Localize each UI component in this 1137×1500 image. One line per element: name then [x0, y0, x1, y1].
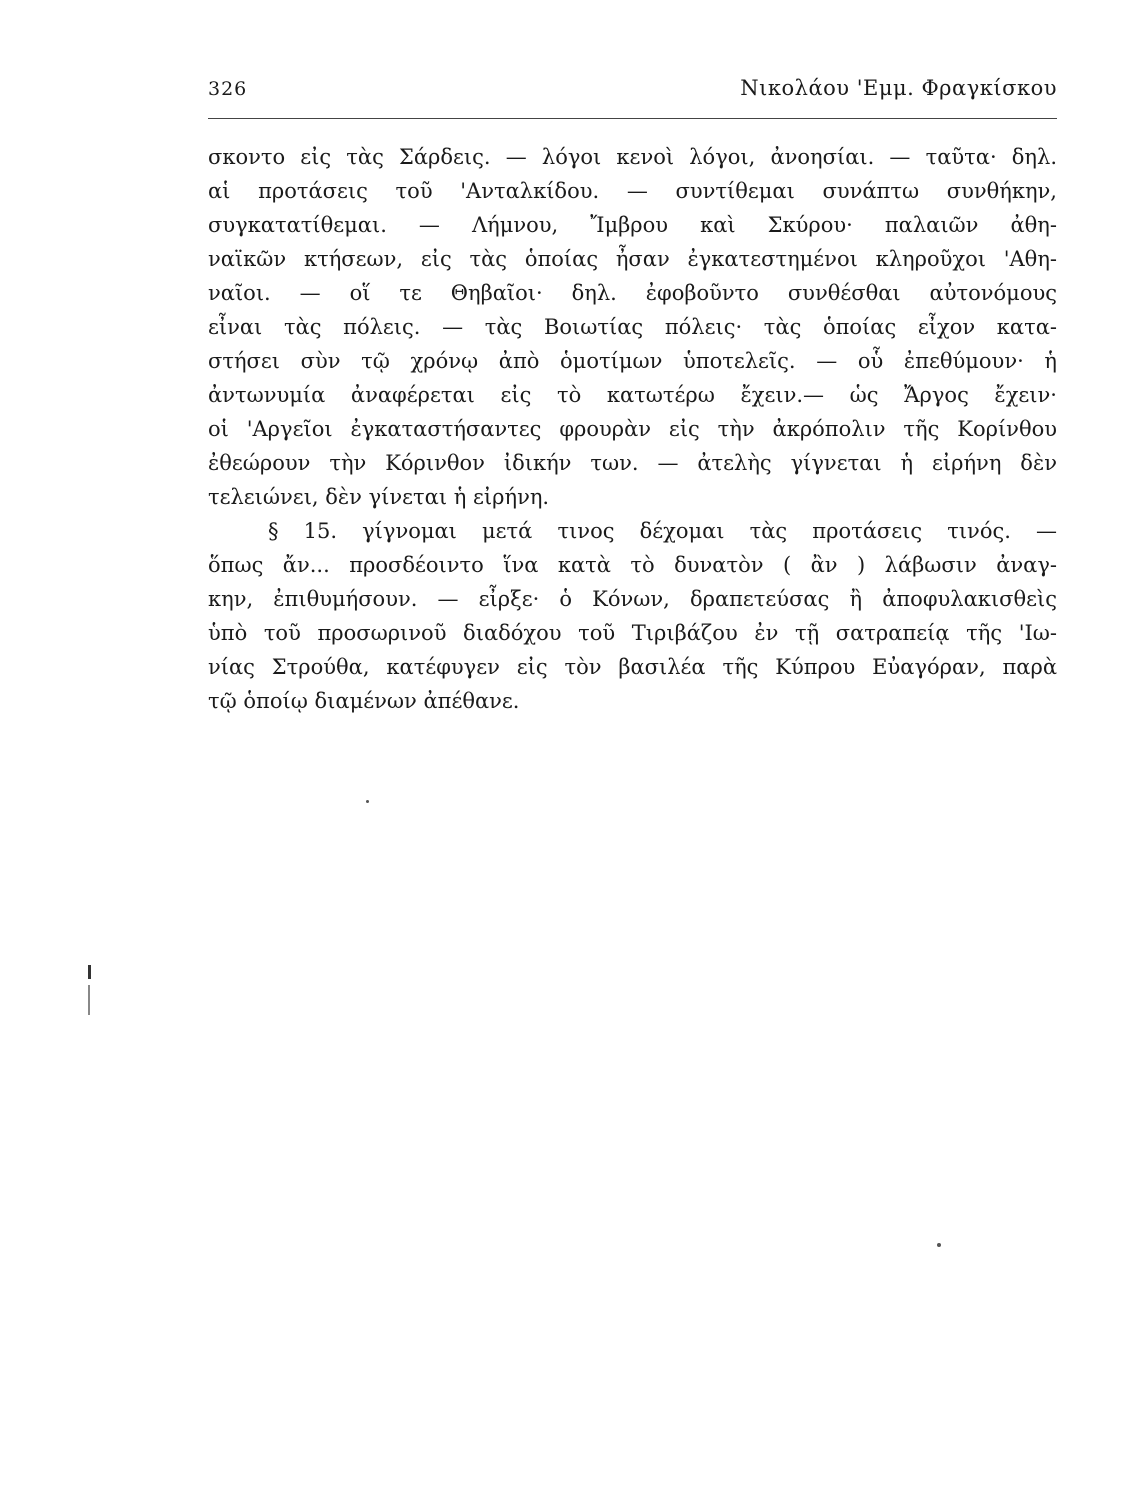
header-rule: [208, 118, 1057, 119]
text-line: στήσει σὺν τῷ χρόνῳ ἀπὸ ὁμοτίμων ὑποτελεῖς. — οὗ ἐπεθύμουν· ἡ: [208, 349, 1057, 373]
text-line: αἱ προτάσεις τοῦ 'Ανταλκίδου. — συντίθεμαι συνάπτω συνθήκην,: [208, 179, 1057, 203]
scan-speck: [366, 800, 369, 803]
text-line: ἀντωνυμία ἀναφέρεται εἰς τὸ κατωτέρω ἔχειν.— ὡς Ἄργος ἔχειν·: [208, 383, 1057, 407]
page-number: 326: [208, 78, 248, 100]
text-line: συγκατατίθεμαι. — Λήμνου, Ἴμβρου καὶ Σκύρου· παλαιῶν ἀθη-: [208, 213, 1057, 237]
text-line: ναϊκῶν κτήσεων, εἰς τὰς ὁποίας ἦσαν ἐγκατεστημένοι κληροῦχοι 'Αθη-: [208, 247, 1057, 271]
section-heading-line: § 15. γίγνομαι μετά τινος δέχομαι τὰς προτάσεις τινός. —: [268, 519, 1057, 543]
text-line: σκοντο εἰς τὰς Σάρδεις. — λόγοι κενοὶ λόγοι, ἀνοησίαι. — ταῦτα· δηλ.: [208, 145, 1057, 169]
running-head: Νικολάου 'Εμμ. Φραγκίσκου: [740, 76, 1057, 100]
text-line: εἶναι τὰς πόλεις. — τὰς Βοιωτίας πόλεις· τὰς ὁποίας εἶχον κατα-: [208, 315, 1057, 339]
page-header: [208, 70, 1057, 110]
text-line: κην, ἐπιθυμήσουν. — εἶρξε· ὁ Κόνων, δραπετεύσας ἢ ἀποφυλακισθεὶς: [208, 587, 1057, 611]
text-line: ὅπως ἄν... προσδέοιντο ἵνα κατὰ τὸ δυνατὸν ( ἂν ) λάβωσιν ἀναγ-: [208, 553, 1057, 577]
text-line: τῷ ὁποίῳ διαμένων ἀπέθανε.: [208, 689, 520, 713]
text-line: ὑπὸ τοῦ προσωρινοῦ διαδόχου τοῦ Τιριβάζου ἐν τῇ σατραπείᾳ τῆς 'Ιω-: [208, 621, 1057, 645]
text-line: τελειώνει, δὲν γίνεται ἡ εἰρήνη.: [208, 485, 550, 509]
scan-mark: [88, 965, 91, 979]
text-line: οἱ 'Αργεῖοι ἐγκαταστήσαντες φρουρὰν εἰς τὴν ἀκρόπολιν τῆς Κορίνθου: [208, 417, 1057, 441]
scan-mark: [88, 985, 90, 1015]
text-line: ναῖοι. — οἵ τε Θηβαῖοι· δηλ. ἐφοβοῦντο συνθέσθαι αὐτονόμους: [208, 281, 1057, 305]
text-line: νίας Στρούθα, κατέφυγεν εἰς τὸν βασιλέα τῆς Κύπρου Εὐαγόραν, παρὰ: [208, 655, 1057, 679]
text-line: ἐθεώρουν τὴν Κόρινθον ἰδικήν των. — ἀτελὴς γίγνεται ἡ εἰρήνη δὲν: [208, 451, 1057, 475]
scan-speck: [937, 1243, 941, 1247]
body-text: [208, 140, 1057, 718]
